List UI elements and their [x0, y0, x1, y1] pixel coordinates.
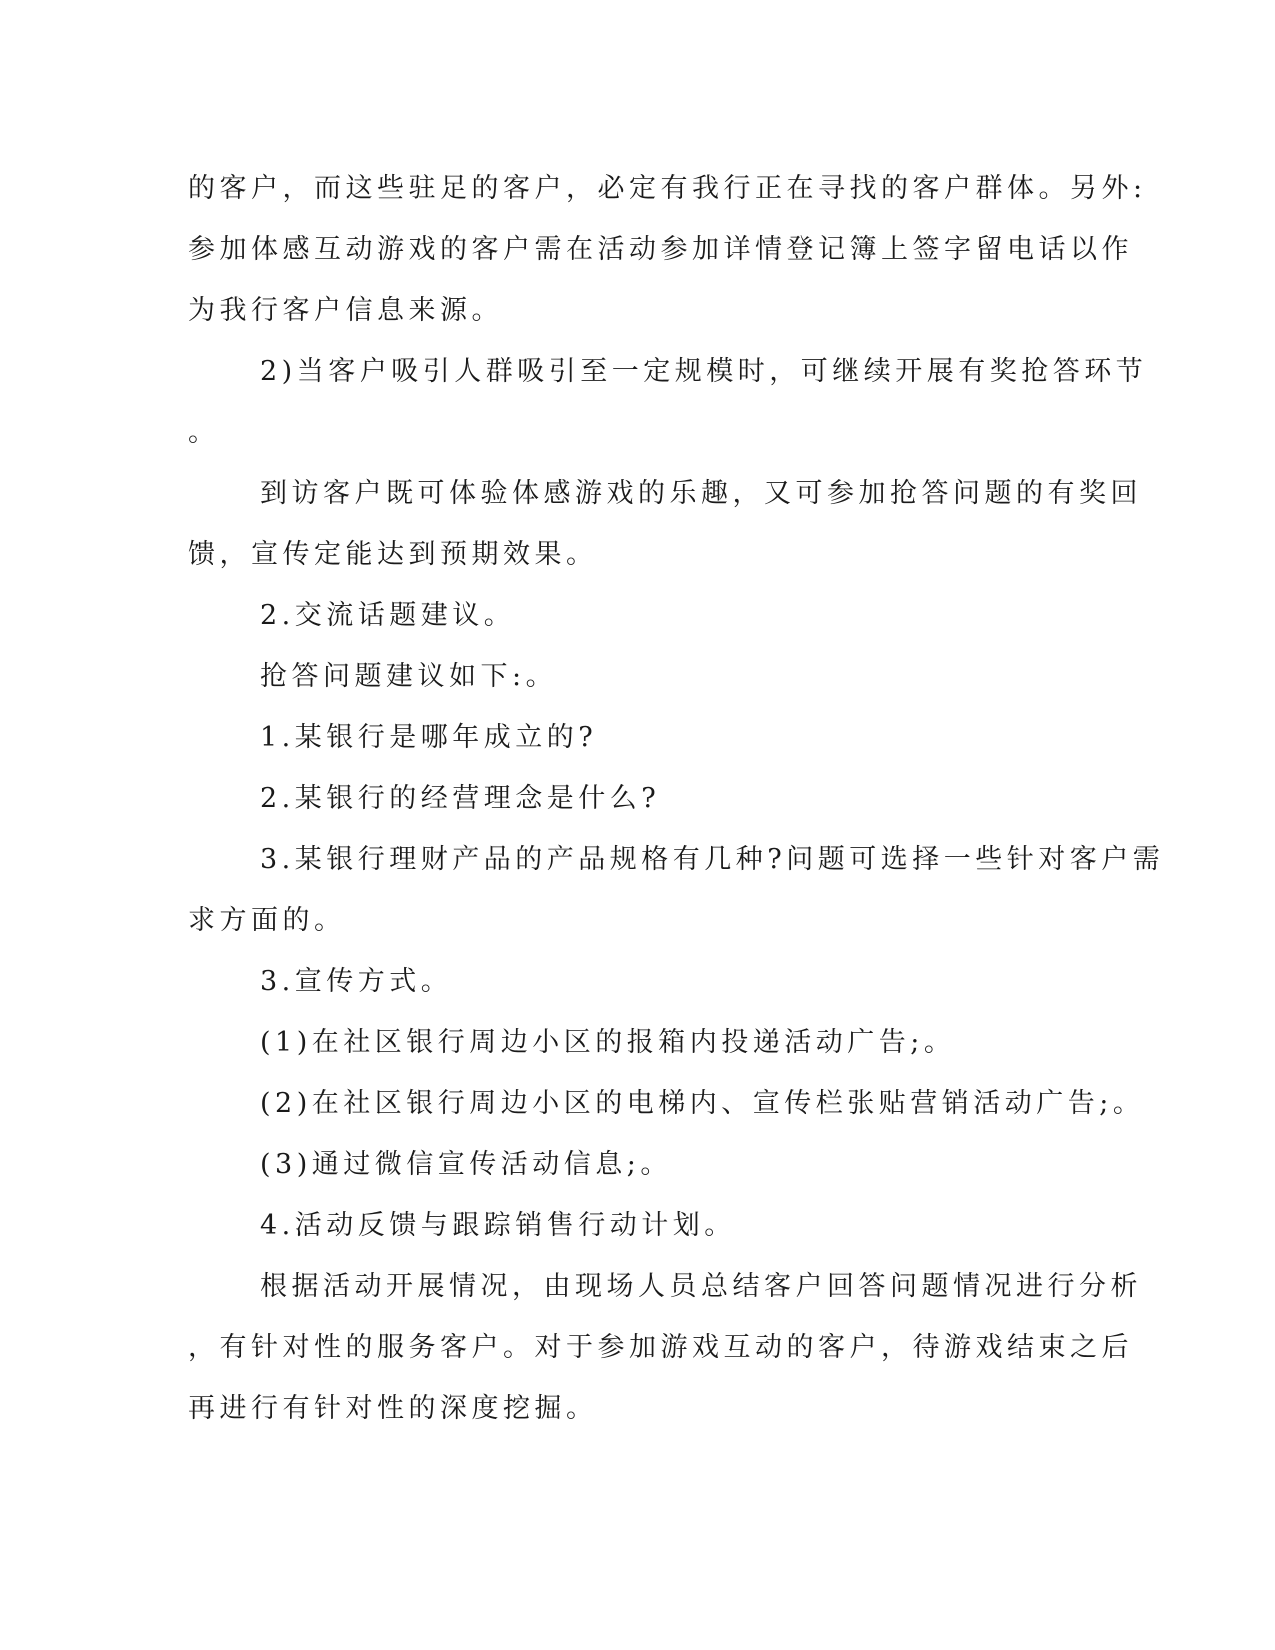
text-line: 的客户，而这些驻足的客户，必定有我行正在寻找的客户群体。另外:	[188, 173, 1147, 204]
section-heading: 3.宣传方式。	[260, 966, 453, 997]
text-line: 到访客户既可体验体感游戏的乐趣，又可参加抢答问题的有奖回	[260, 478, 1142, 509]
list-item: 2.某银行的经营理念是什么?	[260, 783, 661, 814]
text-line: 。	[188, 417, 220, 448]
document-body	[188, 158, 1165, 1439]
text-line: 抢答问题建议如下:。	[260, 661, 558, 692]
text-line: ，有针对性的服务客户。对于参加游戏互动的客户，待游戏结束之后	[188, 1332, 1133, 1363]
text-line: 馈，宣传定能达到预期效果。	[188, 539, 598, 570]
text-line: 根据活动开展情况，由现场人员总结客户回答问题情况进行分析	[260, 1271, 1142, 1302]
list-item: 1.某银行是哪年成立的?	[260, 722, 598, 753]
list-item: 3.某银行理财产品的产品规格有几种?问题可选择一些针对客户需	[260, 844, 1165, 875]
text-line: 2)当客户吸引人群吸引至一定规模时，可继续开展有奖抢答环节	[260, 356, 1148, 387]
list-item: (2)在社区银行周边小区的电梯内、宣传栏张贴营销活动广告;。	[260, 1088, 1145, 1119]
text-line: 求方面的。	[188, 905, 346, 936]
text-line: 为我行客户信息来源。	[188, 295, 503, 326]
list-item: (3)通过微信宣传活动信息;。	[260, 1149, 672, 1180]
section-heading: 2.交流话题建议。	[260, 600, 516, 631]
list-item: (1)在社区银行周边小区的报箱内投递活动广告;。	[260, 1027, 956, 1058]
text-line: 参加体感互动游戏的客户需在活动参加详情登记簿上签字留电话以作	[188, 234, 1133, 265]
text-line: 再进行有针对性的深度挖掘。	[188, 1393, 598, 1424]
section-heading: 4.活动反馈与跟踪销售行动计划。	[260, 1210, 736, 1241]
